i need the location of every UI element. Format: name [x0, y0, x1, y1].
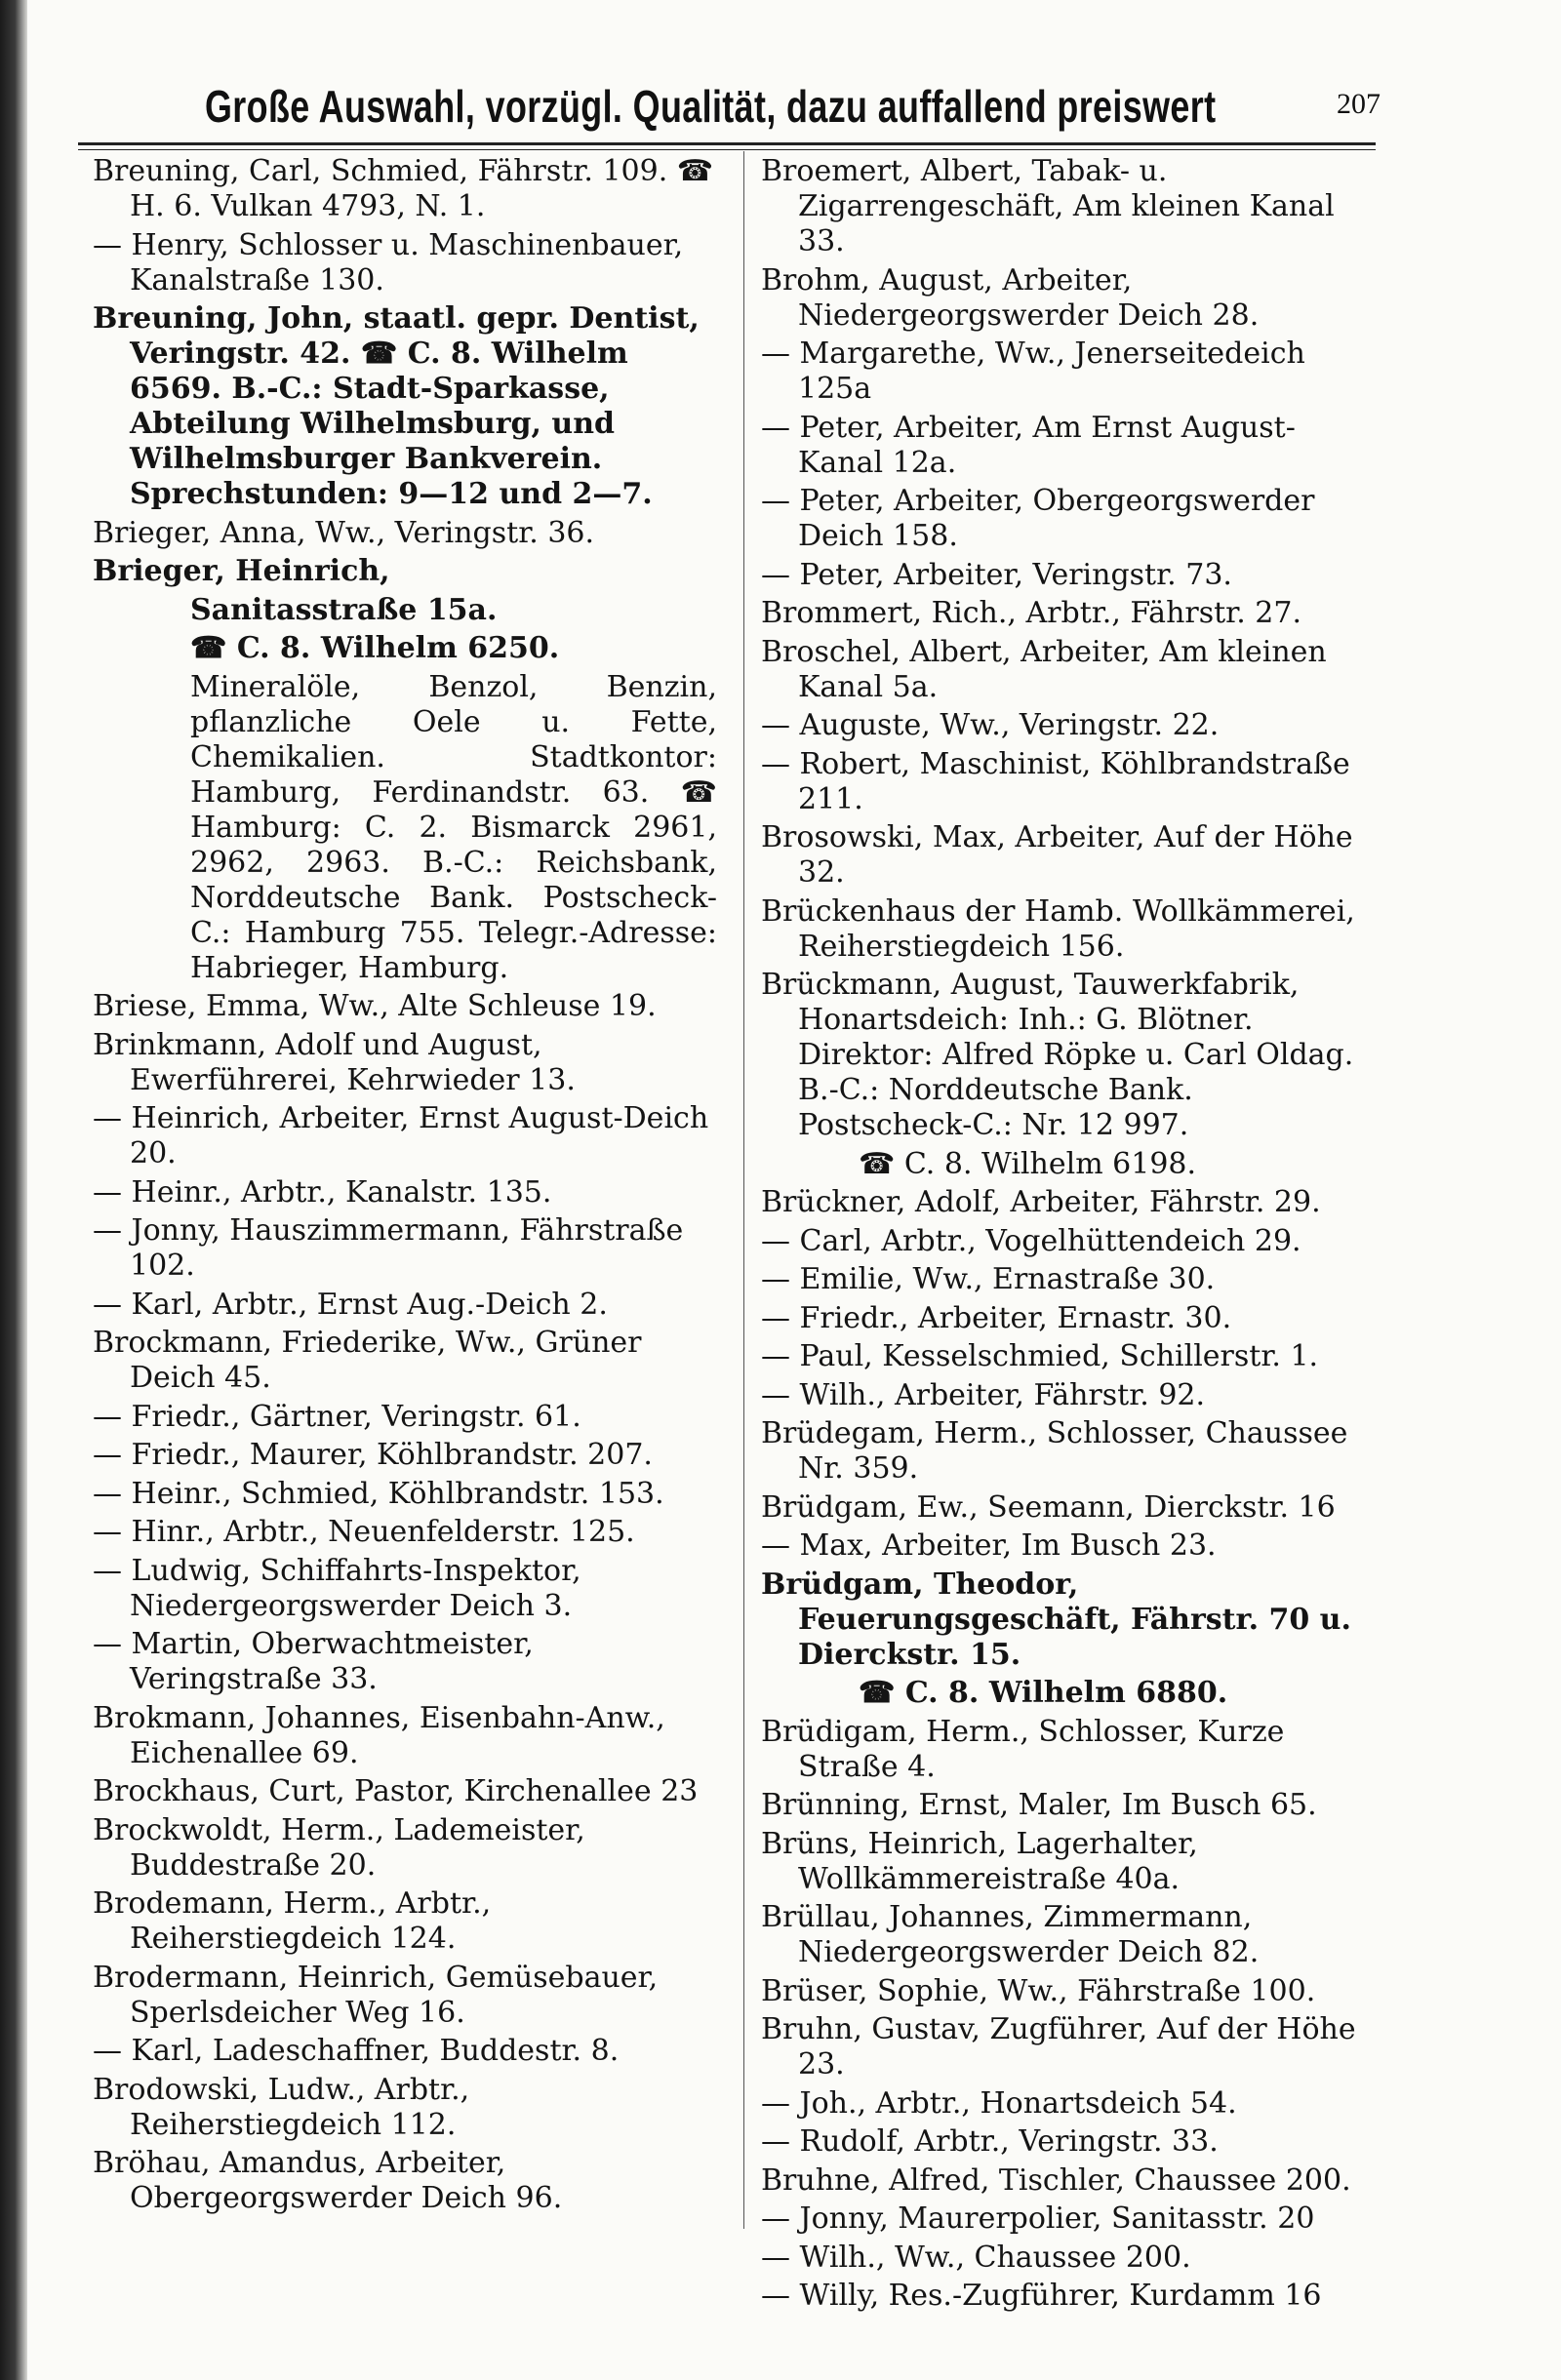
directory-entry: — Emilie, Ww., Ernastraße 30. [761, 1262, 1216, 1296]
directory-entry-advert-address: Sanitasstraße 15a. [190, 592, 498, 627]
directory-entry: Bruhn, Gustav, Zugführer, Auf der Höhe 23. [761, 2012, 1356, 2082]
directory-entry: Brüns, Heinrich, Lagerhalter, Wollkämmereistraße 40a. [761, 1826, 1198, 1896]
directory-entry-advert: Brüdgam, Theodor, Feuerungsgeschäft, Fährstr. 70 u. Dierckstr. 15. [761, 1567, 1351, 1672]
directory-entry: Brüllau, Johannes, Zimmermann, Niedergeorgswerder Deich 82. [761, 1900, 1260, 1969]
page-number: 207 [1337, 88, 1381, 120]
directory-entry: Brosowski, Max, Arbeiter, Auf der Höhe 32. [761, 820, 1353, 890]
directory-entry: — Karl, Arbtr., Ernst Aug.-Deich 2. [93, 1287, 608, 1322]
directory-entry: Briese, Emma, Ww., Alte Schleuse 19. [93, 989, 657, 1023]
directory-entry: — Heinr., Schmied, Köhlbrandstr. 153. [93, 1476, 664, 1511]
directory-entry: — Peter, Arbeiter, Veringstr. 73. [761, 557, 1232, 592]
left-column [93, 154, 717, 2220]
directory-entry: — Joh., Arbtr., Honartsdeich 54. [761, 2085, 1237, 2121]
directory-entry: Brockhaus, Curt, Pastor, Kirchenallee 23 [93, 1774, 699, 1808]
directory-entry: — Robert, Maschinist, Köhlbrandstraße 211. [761, 746, 1350, 816]
directory-entry: Brommert, Rich., Arbtr., Fährstr. 27. [761, 596, 1302, 630]
directory-entry: Brüdgam, Ew., Seemann, Dierckstr. 16 [761, 1489, 1336, 1525]
header-advertisement: Große Auswahl, vorzügl. Qualität, dazu auffallend preiswert [205, 81, 1217, 132]
column-divider [743, 151, 744, 2229]
directory-entry: — Wilh., Arbeiter, Fährstr. 92. [761, 1377, 1206, 1412]
directory-entry-phone: ☎ C. 8. Wilhelm 6198. [859, 1146, 1197, 1181]
directory-entry: Brockwoldt, Herm., Lademeister, Buddestraße 20. [93, 1812, 585, 1883]
directory-entry: Brohm, August, Arbeiter, Niedergeorgswerder Deich 28. [761, 262, 1260, 333]
directory-entry: — Willy, Res.-Zugführer, Kurdamm 16 [761, 2279, 1322, 2313]
directory-entry: — Jonny, Hauszimmermann, Fährstraße 102. [93, 1213, 684, 1283]
book-binding-edge [0, 0, 27, 2380]
directory-entry: Brockmann, Friederike, Ww., Grüner Deich 45. [93, 1326, 642, 1395]
directory-entry: — Heinrich, Arbeiter, Ernst August-Deich 20. [93, 1101, 709, 1170]
directory-entry: Brüdegam, Herm., Schlosser, Chaussee Nr. 359. [761, 1416, 1348, 1486]
directory-entry: Bröhau, Amandus, Arbeiter, Obergeorgswerder Deich 96. [93, 2146, 563, 2215]
directory-entry-advert-details: Mineralöle, Benzol, Benzin, pflanzliche Oele u. Fette, Chemikalien. Stadtkontor: Hamburg, Ferdinandstr. 63. ☎ Hamburg: C. 2. Bismarck 2961, 2962, 2963. B.-C.: Reichsbank, Norddeutsche Bank. Postscheck-C.: Hamburg 755. Telegr.-Adresse: Habrieger, Hamburg. [190, 669, 717, 985]
directory-entry: Broschel, Albert, Arbeiter, Am kleinen Kanal 5a. [761, 634, 1327, 704]
directory-entry: Brodermann, Heinrich, Gemüsebauer, Sperlsdeicher Weg 16. [93, 1960, 659, 2030]
directory-entry: — Rudolf, Arbtr., Veringstr. 33. [761, 2124, 1219, 2159]
directory-entry: — Heinr., Arbtr., Kanalstr. 135. [93, 1174, 552, 1210]
page-header [205, 80, 1381, 148]
directory-entry-advert-phone: ☎ C. 8. Wilhelm 6250. [190, 631, 560, 665]
directory-entry: Brückenhaus der Hamb. Wollkämmerei, Reiherstiegdeich 156. [761, 893, 1355, 964]
directory-entry-advert: Brieger, Heinrich, [93, 554, 390, 588]
directory-entry: Brodemann, Herm., Arbtr., Reiherstiegdeich 124. [93, 1886, 492, 1956]
directory-entry: Brokmann, Johannes, Eisenbahn-Anw., Eichenallee 69. [93, 1700, 665, 1770]
directory-entry: — Jonny, Maurerpolier, Sanitasstr. 20 [761, 2202, 1315, 2236]
directory-entry: Brinkmann, Adolf und August, Ewerführerei, Kehrwieder 13. [93, 1027, 576, 1097]
directory-entry: Bruhne, Alfred, Tischler, Chaussee 200. [761, 2162, 1351, 2198]
directory-entry: — Hinr., Arbtr., Neuenfelderstr. 125. [93, 1515, 635, 1549]
directory-entry: — Friedr., Gärtner, Veringstr. 61. [93, 1399, 581, 1434]
directory-entry: — Karl, Ladeschaffner, Buddestr. 8. [93, 2034, 620, 2068]
directory-entry: — Friedr., Arbeiter, Ernastr. 30. [761, 1300, 1232, 1335]
directory-entry: — Paul, Kesselschmied, Schillerstr. 1. [761, 1339, 1319, 1373]
directory-entry: — Auguste, Ww., Veringstr. 22. [761, 708, 1220, 742]
directory-entry: Brodowski, Ludw., Arbtr., Reiherstiegdeich 112. [93, 2072, 470, 2142]
directory-entry: — Margarethe, Ww., Jenerseitedeich 125a [761, 337, 1305, 406]
header-rule-thin [78, 149, 1376, 150]
header-rule [78, 142, 1376, 145]
directory-entry: — Peter, Arbeiter, Am Ernst August-Kanal 12a. [761, 410, 1296, 480]
directory-entry: Brünning, Ernst, Maler, Im Busch 65. [761, 1788, 1317, 1822]
directory-entry: — Carl, Arbtr., Vogelhüttendeich 29. [761, 1223, 1301, 1258]
directory-entry: — Max, Arbeiter, Im Busch 23. [761, 1528, 1217, 1563]
directory-entry: Broemert, Albert, Tabak- u. Zigarrengeschäft, Am kleinen Kanal 33. [761, 154, 1335, 258]
directory-entry: Brückner, Adolf, Arbeiter, Fährstr. 29. [761, 1185, 1321, 1219]
directory-entry: Brüser, Sophie, Ww., Fährstraße 100. [761, 1973, 1316, 2008]
directory-entry: Brieger, Anna, Ww., Veringstr. 36. [93, 515, 595, 550]
directory-entry: — Friedr., Maurer, Köhlbrandstr. 207. [93, 1438, 653, 1472]
directory-entry-advert-phone: ☎ C. 8. Wilhelm 6880. [859, 1676, 1228, 1710]
directory-entry: Breuning, Carl, Schmied, Fährstr. 109. ☎ H. 6. Vulkan 4793, N. 1. [93, 154, 714, 223]
directory-entry: — Peter, Arbeiter, Obergeorgswerder Deich 158. [761, 484, 1315, 553]
directory-entry-advert: Breuning, John, staatl. gepr. Dentist, Veringstr. 42. ☎ C. 8. Wilhelm 6569. B.-C.: Stadt-Sparkasse, Abteilung Wilhelmsburg, und Wilhelmsburger Bankverein. Sprechstunden: 9—12 und 2—7. [93, 301, 700, 511]
directory-entry: — Wilh., Ww., Chaussee 200. [761, 2240, 1191, 2275]
directory-entry: Brüdigam, Herm., Schlosser, Kurze Straße 4. [761, 1714, 1285, 1784]
directory-entry: Brückmann, August, Tauwerkfabrik, Honartsdeich: Inh.: G. Blötner. Direktor: Alfred Röpke u. Carl Oldag. B.-C.: Norddeutsche Bank. Postscheck-C.: Nr. 12 997. [761, 968, 1354, 1142]
directory-entry: — Ludwig, Schiffahrts-Inspektor, Niedergeorgswerder Deich 3. [93, 1553, 581, 1623]
directory-entry: — Henry, Schlosser u. Maschinenbauer, Kanalstraße 130. [93, 227, 684, 298]
directory-entry: — Martin, Oberwachtmeister, Veringstraße 33. [93, 1627, 534, 1696]
right-column [761, 154, 1376, 2318]
